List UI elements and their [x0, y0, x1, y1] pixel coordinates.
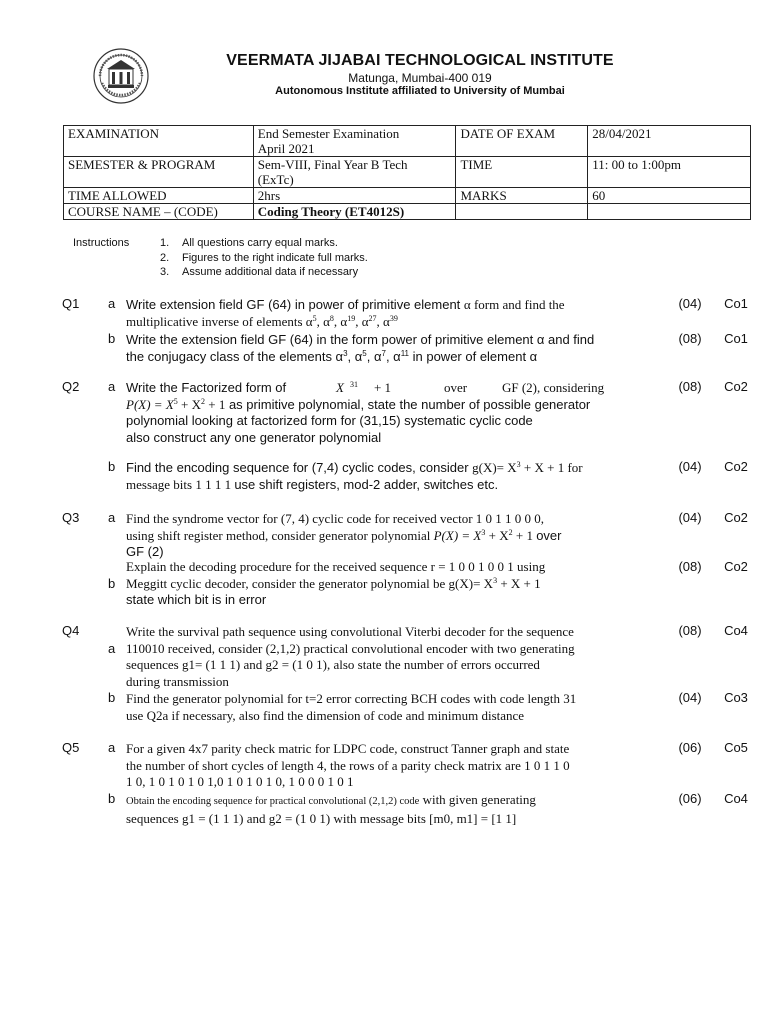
question-number: Q3: [62, 510, 80, 525]
marks-label: (06): [678, 740, 702, 755]
list-item: 2. Figures to the right indicate full marks.: [160, 251, 368, 264]
question-text: Write the extension field GF (64) in the form power of primitive element α and find the conjugacy class of the elements $\alpha^3$, $\alpha^5$, $\alpha^7$, $\alpha^{11}$ in power of element α: [126, 332, 595, 364]
exam-info-table: [63, 125, 751, 220]
marks-label: (06): [678, 791, 702, 806]
question-number: Q4: [62, 623, 80, 638]
table-cell: [456, 204, 588, 220]
question-number: Q2: [62, 379, 80, 394]
table-cell: EXAMINATION: [64, 126, 254, 157]
institute-address: Matunga, Mumbai-400 019: [348, 71, 492, 85]
table-cell: 2hrs: [253, 188, 456, 204]
question-text: Write extension field GF (64) in power of primitive element α form and find the multiplicative inverse of elements $\alpha^5$, $\alpha^8$, $\alpha^{19}$, $\alpha^{27}$, $\alpha^{39}$: [126, 297, 565, 329]
question-number: Q5: [62, 740, 80, 755]
course-outcome-label: Co3: [724, 690, 748, 705]
question-text: Find the syndrome vector for (7, 4) cyclic code for received vector 1 0 1 1 0 0 0, using shift register method, consider generator polynomial $P(X) = X^3 + X^2 + 1$ over GF (2): [126, 511, 562, 559]
subquestion-label: a: [108, 379, 116, 394]
course-outcome-label: Co2: [724, 379, 748, 394]
subquestion-label: b: [108, 459, 116, 474]
instructions-label: Instructions: [73, 237, 130, 249]
course-outcome-label: Co5: [724, 740, 748, 755]
marks-label: (08): [678, 559, 702, 574]
question-text: Write the Factorized form of X $^{31}$ + 1 over GF (2), considering $P(X) = X^5 + X^2 + 1$ as primitive polynomial, state the number of possible generator polynomial looking at factorized form for (31,15) systematic cyclic code also construct any one generator polynomial: [126, 380, 605, 445]
question-text: Write the survival path sequence using convolutional Viterbi decoder for the sequence 110010 received, consider (2,1,2) practical convolutional encoder with two generating sequences g1= (1 1 1) and g2 = (1 0 1), also state the number of errors occurred during transmission: [126, 624, 575, 689]
institute-affiliation: Autonomous Institute affiliated to University of Mumbai: [275, 85, 565, 97]
table-cell: SEMESTER & PROGRAM: [64, 157, 254, 188]
institute-logo-icon: [92, 47, 150, 105]
subquestion-label: b: [108, 331, 116, 346]
table-cell: COURSE NAME – (CODE): [64, 204, 254, 220]
subquestion-label: b: [108, 690, 116, 705]
question-text: Find the encoding sequence for (7,4) cyclic codes, consider $g(X)= X^3 + X + 1$ for message bits 1 1 1 1 use shift registers, mod-2 adder, switches etc.: [126, 460, 583, 492]
instructions-list: [160, 237, 368, 281]
list-item: 1. All questions carry equal marks.: [160, 237, 338, 249]
subquestion-label: b: [108, 576, 116, 591]
table-cell: End Semester Examination April 2021: [253, 126, 456, 157]
table-row: [64, 204, 751, 220]
course-outcome-label: Co1: [724, 296, 748, 311]
course-outcome-label: Co2: [724, 510, 748, 525]
course-outcome-label: Co1: [724, 331, 748, 346]
marks-label: (04): [678, 296, 702, 311]
question-text: Obtain the encoding sequence for practical convolutional (2,1,2) code with given generating sequences g1 = (1 1 1) and g2 = (1 0 1) with message bits [m0, m1] = [1 1]: [126, 792, 536, 826]
table-cell: Coding Theory (ET4012S): [253, 204, 456, 220]
institute-name: VEERMATA JIJABAI TECHNOLOGICAL INSTITUTE: [226, 52, 614, 69]
marks-label: (08): [678, 331, 702, 346]
subquestion-label: b: [108, 791, 116, 806]
question-text: Find the generator polynomial for t=2 error correcting BCH codes with code length 31 use Q2a if necessary, also find the dimension of code and minimum distance: [126, 691, 577, 723]
marks-label: (08): [678, 623, 702, 638]
table-row: [64, 126, 751, 157]
question-text: Explain the decoding procedure for the received sequence r = 1 0 0 1 0 0 1 using Meggitt cyclic decoder, consider the generator polynomial be $g(X)= X^3 + X + 1$ state which bit is in error: [126, 559, 546, 607]
course-outcome-label: Co2: [724, 559, 748, 574]
subquestion-label: a: [108, 296, 116, 311]
marks-label: (04): [678, 690, 702, 705]
table-cell: 28/04/2021: [588, 126, 751, 157]
table-cell: 60: [588, 188, 751, 204]
course-outcome-label: Co4: [724, 791, 748, 806]
table-cell: TIME ALLOWED: [64, 188, 254, 204]
table-cell: Sem-VIII, Final Year B Tech (ExTc): [253, 157, 456, 188]
question-number: Q1: [62, 296, 80, 311]
subquestion-label: a: [108, 740, 116, 755]
question-text: For a given 4x7 parity check matric for LDPC code, construct Tanner graph and state the number of short cycles of length 4, the rows of a parity check matrix are 1 0 1 1 0 1 0, 1 0 1 0 1 0 1,0 1 0 1 0 1 0, 1 0 0 0 1 0 1: [126, 741, 570, 789]
marks-label: (04): [678, 510, 702, 525]
marks-label: (04): [678, 459, 702, 474]
table-cell: MARKS: [456, 188, 588, 204]
table-row: [64, 188, 751, 204]
table-cell: TIME: [456, 157, 588, 188]
table-cell: 11: 00 to 1:00pm: [588, 157, 751, 188]
marks-label: (08): [678, 379, 702, 394]
course-outcome-label: Co4: [724, 623, 748, 638]
subquestion-label: a: [108, 641, 116, 656]
subquestion-label: a: [108, 510, 116, 525]
list-item: 3. Assume additional data if necessary: [160, 266, 359, 278]
table-row: [64, 157, 751, 188]
table-cell: [588, 204, 751, 220]
table-cell: DATE OF EXAM: [456, 126, 588, 157]
course-outcome-label: Co2: [724, 459, 748, 474]
